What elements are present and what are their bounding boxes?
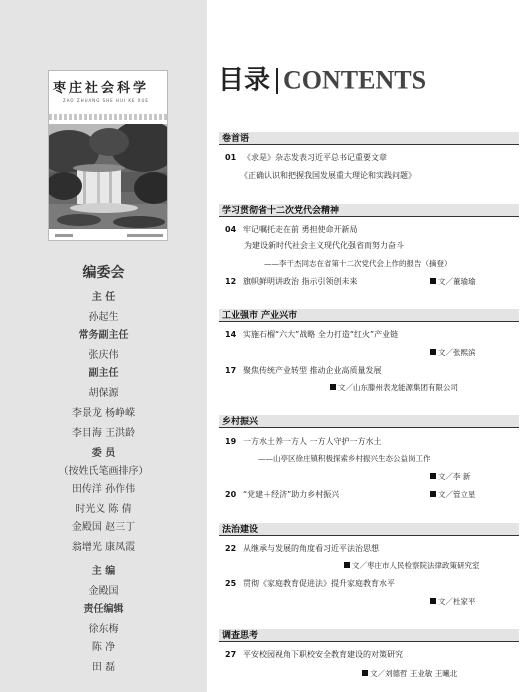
toc-title-cn: 目录 bbox=[218, 65, 271, 96]
author-name: 文／山东滕州表龙能源集团有限公司 bbox=[338, 383, 458, 392]
entry-page-number: 25 bbox=[225, 579, 237, 588]
board-member: 田传洋 孙作伟 bbox=[71, 484, 136, 495]
cover-masthead bbox=[49, 71, 168, 109]
entry-title[interactable]: 牢记嘱托走在前 勇担使命开新局 bbox=[243, 225, 358, 234]
entry-title[interactable]: 实施石榴“六大”战略 全力打造“红火”产业链 bbox=[243, 330, 399, 339]
entry-title[interactable]: “党建＋经济”助力乡村振兴 bbox=[243, 490, 340, 499]
section-header-rural bbox=[219, 415, 519, 427]
author-square-icon bbox=[430, 473, 436, 479]
board-member: 田 磊 bbox=[91, 662, 116, 673]
board-role: 副主任 bbox=[88, 368, 119, 379]
magazine-cover[interactable] bbox=[48, 70, 168, 241]
entry-title[interactable]: 为建设新时代社会主义现代化强省而努力奋斗 bbox=[244, 241, 404, 250]
entry-subtitle[interactable]: ——山亭区徐庄镇积极探索乡村振兴生态公益岗工作 bbox=[258, 454, 431, 463]
board-member: 张庆伟 bbox=[88, 350, 119, 361]
entry-title[interactable]: 一方水土养一方人 一方人守护一方水土 bbox=[243, 437, 382, 446]
section-header-foreword bbox=[219, 132, 519, 144]
entry-page-number: 14 bbox=[225, 330, 237, 339]
cover-waterfall-photo bbox=[49, 124, 168, 229]
entry-title[interactable]: 从继承与发展的角度看习近平法治思想 bbox=[243, 544, 379, 553]
section-label: 学习贯彻省十二次党代会精神 bbox=[222, 206, 340, 216]
board-member: 金殿国 赵三丁 bbox=[71, 522, 136, 533]
left-sidebar bbox=[0, 0, 207, 692]
cover-text-strip bbox=[49, 114, 168, 120]
author-name: 文／管立星 bbox=[438, 490, 476, 499]
board-member: 徐东梅 bbox=[88, 624, 119, 635]
board-member: 陈 净 bbox=[91, 642, 116, 653]
entry-author bbox=[330, 383, 458, 393]
author-name: 文／董瑜瑜 bbox=[438, 277, 476, 286]
entry-title[interactable]: 《正确认识和把握我国发展重大理论和实践问题》 bbox=[240, 171, 416, 180]
board-member: 孙起生 bbox=[88, 312, 119, 323]
board-role: 责任编辑 bbox=[83, 604, 124, 615]
toc-title-en: CONTENTS bbox=[283, 65, 427, 95]
entry-title[interactable]: 旗帜鲜明讲政治 指示引领创未来 bbox=[243, 277, 358, 286]
cover-pinyin: ZAO ZHUANG SHE HUI KE XUE bbox=[63, 98, 149, 103]
author-square-icon bbox=[344, 562, 350, 568]
board-member: 李景龙 杨峥嵘 bbox=[71, 408, 136, 419]
entry-author bbox=[430, 277, 476, 287]
toc-title-divider bbox=[276, 68, 278, 94]
author-name: 文／张熙滨 bbox=[438, 348, 476, 357]
entry-page-number: 12 bbox=[225, 277, 237, 286]
board-member: 时光义 陈 倩 bbox=[75, 504, 132, 515]
entry-author bbox=[362, 669, 457, 679]
entry-title[interactable]: 贯彻《家庭教育促进法》提升家庭教育水平 bbox=[243, 579, 395, 588]
author-square-icon bbox=[430, 598, 436, 604]
entry-page-number: 22 bbox=[225, 544, 237, 553]
author-square-icon bbox=[430, 491, 436, 497]
entry-page-number: 17 bbox=[225, 366, 237, 375]
entry-author bbox=[430, 597, 476, 607]
author-name: 文／杜家平 bbox=[438, 597, 476, 606]
board-member: 金殿国 bbox=[88, 586, 119, 597]
author-name: 文／李 新 bbox=[438, 472, 471, 481]
section-label: 乡村振兴 bbox=[222, 417, 259, 427]
cover-title: 枣庄社会科学 bbox=[53, 81, 150, 96]
entry-author bbox=[344, 561, 480, 571]
section-label: 工业强市 产业兴市 bbox=[222, 311, 298, 321]
board-role: 主 任 bbox=[91, 292, 116, 303]
entry-author bbox=[430, 490, 476, 500]
author-square-icon bbox=[430, 278, 436, 284]
toc-heading bbox=[218, 64, 426, 97]
author-square-icon bbox=[330, 384, 336, 390]
entry-author bbox=[430, 348, 476, 358]
cover-footer bbox=[49, 231, 168, 241]
board-member: 李目海 王洪龄 bbox=[71, 428, 136, 439]
board-member: （按姓氏笔画排序） bbox=[58, 466, 149, 477]
entry-title[interactable]: 《求是》杂志发表习近平总书记重要文章 bbox=[243, 153, 387, 162]
section-header-industry bbox=[219, 309, 519, 321]
entry-title[interactable]: 平安校园视角下职校安全教育建设的对策研究 bbox=[243, 650, 403, 659]
entry-page-number: 19 bbox=[225, 437, 237, 446]
section-header-party-congress bbox=[219, 204, 519, 216]
board-role: 常务副主任 bbox=[78, 330, 129, 341]
entry-page-number: 04 bbox=[225, 225, 237, 234]
board-role: 主 编 bbox=[91, 566, 116, 577]
board-member: 翁增光 康凤霞 bbox=[71, 542, 136, 553]
section-header-law bbox=[219, 523, 519, 535]
entry-page-number: 27 bbox=[225, 650, 237, 659]
entry-page-number: 20 bbox=[225, 490, 237, 499]
section-label: 调查思考 bbox=[222, 631, 259, 641]
author-square-icon bbox=[362, 670, 368, 676]
entry-author bbox=[430, 472, 470, 482]
board-title: 编委会 bbox=[82, 265, 125, 281]
board-role: 委 员 bbox=[91, 448, 116, 459]
author-name: 文／枣庄市人民检察院法律政策研究室 bbox=[352, 561, 480, 570]
board-member: 胡保源 bbox=[88, 388, 119, 399]
entry-title[interactable]: 聚焦传统产业转型 推动企业高质量发展 bbox=[243, 366, 382, 375]
section-label: 卷首语 bbox=[222, 134, 250, 144]
entry-subtitle[interactable]: ——李干杰同志在省第十二次党代会上作的报告（摘登） bbox=[264, 259, 452, 268]
entry-page-number: 01 bbox=[225, 153, 237, 162]
author-name: 文／刘德哲 王业敏 王曦北 bbox=[370, 669, 458, 678]
author-square-icon bbox=[430, 349, 436, 355]
section-header-survey bbox=[219, 629, 519, 641]
section-label: 法治建设 bbox=[222, 525, 259, 535]
